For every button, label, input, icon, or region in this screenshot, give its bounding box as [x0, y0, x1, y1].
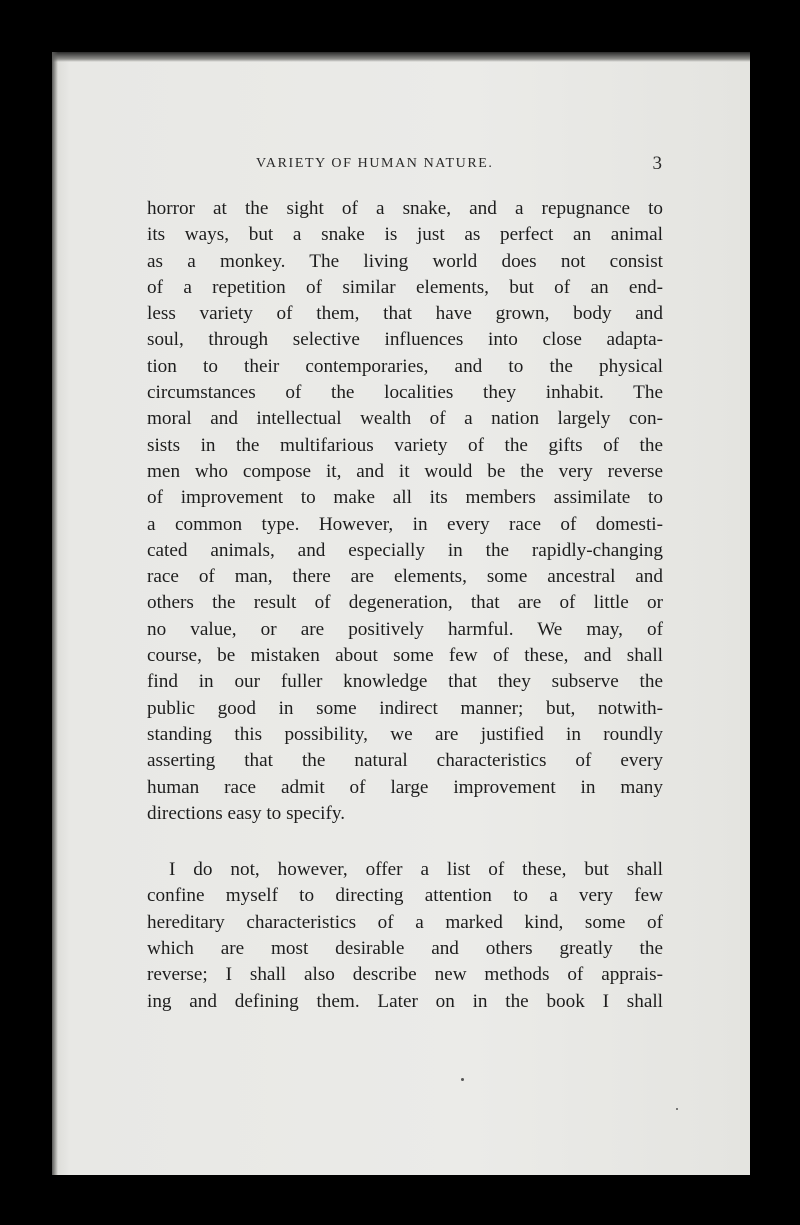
- page-header: [148, 153, 662, 180]
- text-line: moral and intellectual wealth of a nation largely con-: [147, 408, 663, 430]
- text-line: confine myself to directing attention to a very few: [147, 885, 663, 907]
- paper-speck: [461, 1078, 464, 1081]
- text-line: standing this possibility, we are justified in roundly: [147, 723, 663, 745]
- paragraph-gap: [147, 827, 663, 857]
- text-line: as a monkey. The living world does not consist: [147, 250, 663, 272]
- text-line: less variety of them, that have grown, body and: [147, 303, 663, 325]
- text-line: no value, or are positively harmful. We may, of: [147, 618, 663, 640]
- text-line: I do not, however, offer a list of these, but shall: [169, 859, 663, 881]
- paper-speck: [676, 1108, 678, 1110]
- text-line: horror at the sight of a snake, and a repugnance to: [147, 198, 663, 219]
- text-line: soul, through selective influences into close adapta-: [147, 329, 663, 351]
- text-line: of improvement to make all its members assimilate to: [147, 487, 663, 509]
- text-line: ing and defining them. Later on in the book I shall: [147, 990, 663, 1012]
- paragraph-1: [147, 196, 663, 827]
- text-line: reverse; I shall also describe new methods of apprais-: [147, 964, 663, 986]
- text-line: its ways, but a snake is just as perfect an animal: [147, 224, 663, 246]
- body-text: [147, 196, 663, 1015]
- text-line: hereditary characteristics of a marked kind, some of: [147, 911, 663, 933]
- page-left-edge: [52, 52, 58, 1175]
- paragraph-2: [147, 857, 663, 1015]
- text-line: course, be mistaken about some few of these, and shall: [147, 645, 663, 667]
- page-number: 3: [652, 153, 662, 174]
- text-line: race of man, there are elements, some ancestral and: [147, 566, 663, 588]
- text-line: others the result of degeneration, that are of little or: [147, 592, 663, 614]
- text-line: asserting that the natural characteristics of every: [147, 750, 663, 772]
- text-line: circumstances of the localities they inhabit. The: [147, 382, 663, 404]
- text-line: sists in the multifarious variety of the gifts of the: [147, 434, 663, 456]
- text-line: men who compose it, and it would be the very reverse: [147, 460, 663, 482]
- text-line: directions easy to specify.: [147, 802, 346, 824]
- page-top-edge: [52, 52, 750, 62]
- text-line: find in our fuller knowledge that they subserve the: [147, 671, 663, 693]
- running-title: VARIETY OF HUMAN NATURE.: [256, 156, 494, 171]
- text-line: human race admit of large improvement in many: [147, 776, 663, 798]
- text-line: which are most desirable and others greatly the: [147, 938, 663, 960]
- text-line: of a repetition of similar elements, but of an end-: [147, 276, 663, 298]
- book-page: [52, 52, 750, 1175]
- text-line: public good in some indirect manner; but, notwith-: [147, 697, 663, 719]
- text-line: cated animals, and especially in the rapidly-changing: [147, 539, 663, 561]
- text-line: a common type. However, in every race of domesti-: [147, 513, 663, 535]
- text-line: tion to their contemporaries, and to the physical: [147, 355, 663, 377]
